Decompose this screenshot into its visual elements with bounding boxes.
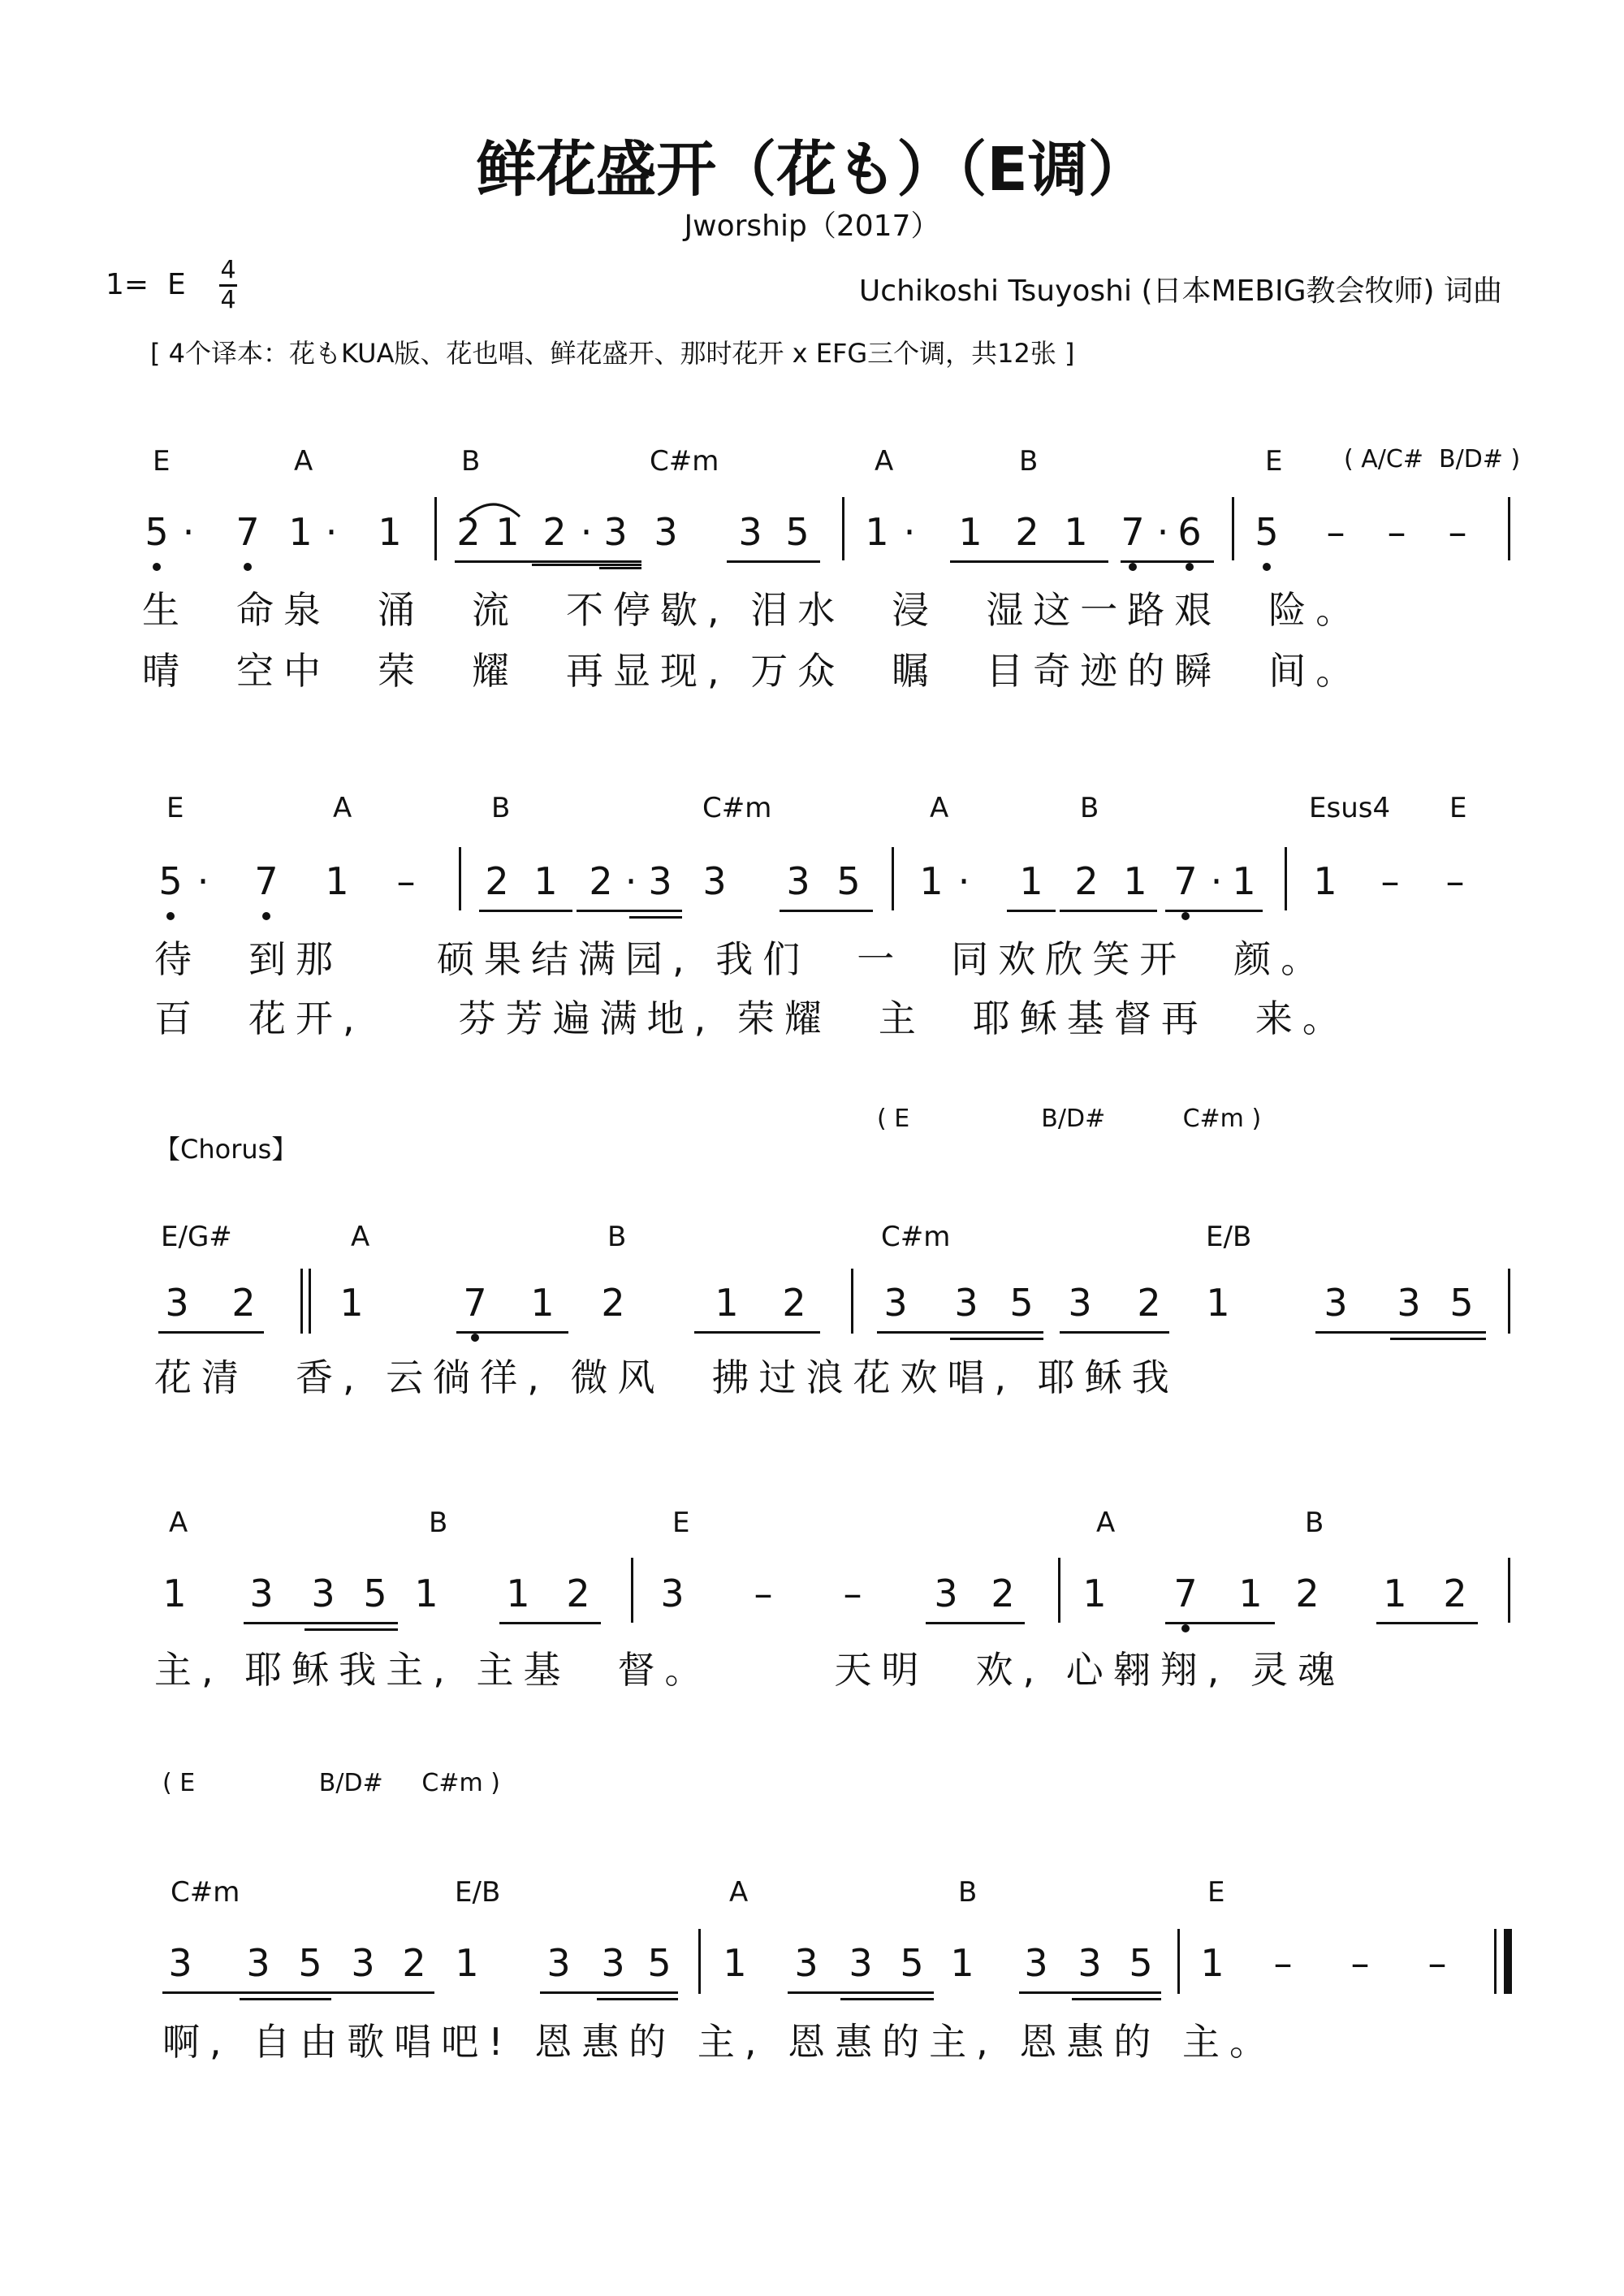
beam-underline — [158, 1331, 264, 1334]
bar-line — [631, 1558, 633, 1623]
note-numeral: 5 — [836, 859, 861, 903]
double-bar-line — [309, 1269, 311, 1334]
bar-line — [1508, 1558, 1510, 1623]
key-label: 1= — [106, 268, 149, 301]
note-numeral: 2 — [231, 1281, 256, 1325]
end-bar-thin — [1494, 1929, 1497, 1994]
version-note: [ 4个译本：花もKUA版、花也唱、鲜花盛开、那时花开 x EFG三个调，共12张 ] — [150, 338, 1075, 369]
dash-extend: – — [396, 859, 416, 903]
dash-extend: – — [1448, 510, 1467, 554]
note-numeral: 2 — [991, 1572, 1015, 1615]
note-numeral: 3 — [660, 1572, 685, 1615]
note-numeral: 3 — [1324, 1281, 1348, 1325]
beam-underline — [926, 1622, 1025, 1624]
note-numeral: 1 — [495, 510, 520, 554]
note-numeral: 2 — [1015, 510, 1039, 554]
dot-extend: · — [580, 510, 593, 554]
chord-symbol: B — [607, 1221, 627, 1253]
note-numeral: 7 — [1173, 1572, 1198, 1615]
note-numeral: 1 — [325, 859, 349, 903]
beam-underline — [499, 1622, 601, 1624]
note-numeral: 3 — [546, 1941, 571, 1985]
chord-symbol: A — [930, 792, 949, 824]
note-numeral: 1 — [414, 1572, 438, 1615]
note-numeral: 1 — [455, 1941, 479, 1985]
note-numeral: 1 — [1232, 859, 1256, 903]
beam-underline — [1019, 1991, 1161, 1994]
page-title: 鲜花盛开（花も）（E调） — [476, 135, 1148, 205]
dash-extend: – — [1350, 1941, 1370, 1985]
note-numeral: 2 — [1443, 1572, 1467, 1615]
note-numeral: 2 — [542, 510, 567, 554]
note-numeral: 5 — [785, 510, 810, 554]
alternate-chords: ( A/C# B/D# ) — [1344, 445, 1521, 473]
bar-line — [1508, 1269, 1510, 1334]
dot-extend: · — [1210, 859, 1223, 903]
note-numeral: 5 — [1129, 1941, 1153, 1985]
bar-line — [851, 1269, 853, 1334]
note-numeral: 3 — [351, 1941, 375, 1985]
lyric-line: 生 命泉 涌 流 不停歇, 泪水 浸 湿这一路艰 险。 — [142, 588, 1363, 632]
note-numeral: 2 — [782, 1281, 806, 1325]
note-numeral: 1 — [1082, 1572, 1107, 1615]
chord-symbol: E — [166, 792, 184, 824]
note-numeral: 7 — [463, 1281, 487, 1325]
note-numeral: 3 — [738, 510, 762, 554]
dash-extend: – — [1380, 859, 1400, 903]
beam-underline — [240, 1998, 331, 2000]
beam-underline — [577, 910, 682, 912]
note-numeral: 3 — [603, 510, 628, 554]
chord-symbol: B — [491, 792, 511, 824]
note-numeral: 3 — [249, 1572, 274, 1615]
chord-symbol: E/B — [455, 1876, 501, 1909]
note-numeral: 1 — [533, 859, 558, 903]
note-numeral: 7 — [1173, 859, 1198, 903]
chord-symbol: E/G# — [161, 1221, 232, 1253]
lyric-line: 百 花开, 芬芳遍满地, 荣耀 主 耶稣基督再 来。 — [154, 997, 1350, 1040]
bar-line — [1058, 1558, 1060, 1623]
time-unit: 4 — [220, 286, 236, 314]
beam-underline — [304, 1628, 398, 1631]
beam-underline — [694, 1331, 820, 1334]
lower-octave-dot — [471, 1334, 479, 1342]
note-numeral: 3 — [246, 1941, 270, 1985]
note-numeral: 2 — [456, 510, 481, 554]
note-numeral: 1 — [950, 1941, 974, 1985]
note-numeral: 1 — [339, 1281, 364, 1325]
dash-extend: – — [1326, 510, 1345, 554]
dot-extend: · — [197, 859, 209, 903]
chord-symbol: E — [1265, 445, 1283, 478]
dot-extend: · — [957, 859, 970, 903]
beam-underline — [840, 1998, 934, 2000]
note-numeral: 3 — [1078, 1941, 1102, 1985]
lyric-line: 花清 香, 云徜徉, 微风 拂过浪花欢唱, 耶稣我 — [154, 1356, 1179, 1399]
chord-symbol: B — [461, 445, 481, 478]
note-numeral: 3 — [648, 859, 672, 903]
key-note: E — [166, 268, 186, 301]
note-numeral: 1 — [288, 510, 313, 554]
note-numeral: 6 — [1177, 510, 1202, 554]
dot-extend: · — [325, 510, 338, 554]
note-numeral: 5 — [1255, 510, 1279, 554]
note-numeral: 3 — [786, 859, 810, 903]
double-bar-line — [300, 1269, 303, 1334]
note-numeral: 1 — [865, 510, 889, 554]
dash-extend: – — [1427, 1941, 1447, 1985]
beam-underline — [780, 910, 873, 912]
dot-extend: · — [903, 510, 916, 554]
chord-symbol: A — [169, 1507, 188, 1539]
dash-extend: – — [1273, 1941, 1293, 1985]
dash-extend: – — [1387, 510, 1406, 554]
beam-underline — [1165, 910, 1263, 912]
note-numeral: 5 — [1009, 1281, 1034, 1325]
note-numeral: 1 — [378, 510, 402, 554]
note-numeral: 2 — [1137, 1281, 1161, 1325]
note-numeral: 5 — [298, 1941, 322, 1985]
chord-symbol: A — [351, 1221, 370, 1253]
alternate-chords: ( E B/D# C#m ) — [162, 1769, 500, 1797]
note-numeral: 5 — [1449, 1281, 1474, 1325]
lower-octave-dot — [166, 912, 175, 920]
chord-symbol: C#m — [881, 1221, 951, 1253]
chord-symbol: B — [1019, 445, 1039, 478]
dot-extend: · — [1156, 510, 1169, 554]
beam-underline — [244, 1622, 398, 1624]
note-numeral: 1 — [530, 1281, 555, 1325]
beam-underline — [1072, 1998, 1161, 2000]
note-numeral: 1 — [506, 1572, 530, 1615]
dash-extend: – — [1445, 859, 1465, 903]
chord-symbol: E — [1449, 792, 1467, 824]
chord-symbol: E — [672, 1507, 690, 1539]
note-numeral: 1 — [958, 510, 983, 554]
lower-octave-dot — [262, 912, 270, 920]
note-numeral: 3 — [934, 1572, 958, 1615]
note-numeral: 1 — [1238, 1572, 1263, 1615]
subtitle: Jworship（2017） — [684, 210, 940, 243]
note-numeral: 2 — [1295, 1572, 1320, 1615]
bar-line — [698, 1929, 701, 1994]
note-numeral: 7 — [1121, 510, 1145, 554]
chord-symbol: A — [333, 792, 352, 824]
lyric-line: 待 到那 硕果结满园, 我们 一 同欢欣笑开 颜。 — [154, 937, 1328, 981]
bar-line — [1177, 1929, 1180, 1994]
note-numeral: 2 — [601, 1281, 625, 1325]
chord-symbol: E — [1207, 1876, 1225, 1909]
beam-underline — [479, 910, 572, 912]
note-numeral: 1 — [723, 1941, 747, 1985]
note-numeral: 3 — [1397, 1281, 1421, 1325]
note-numeral: 1 — [162, 1572, 187, 1615]
chord-symbol: E — [153, 445, 171, 478]
note-numeral: 1 — [1383, 1572, 1407, 1615]
beam-underline — [162, 1991, 369, 1994]
end-bar-thick — [1504, 1929, 1512, 1994]
alternate-chords: ( E B/D# C#m ) — [877, 1105, 1262, 1133]
beam-underline — [1007, 910, 1056, 912]
note-numeral: 2 — [485, 859, 509, 903]
dot-extend: · — [182, 510, 195, 554]
dot-extend: · — [624, 859, 637, 903]
note-numeral: 2 — [566, 1572, 590, 1615]
chord-symbol: A — [875, 445, 894, 478]
time-beats: 4 — [220, 256, 236, 284]
note-numeral: 1 — [1019, 859, 1043, 903]
note-numeral: 2 — [589, 859, 613, 903]
note-numeral: 3 — [702, 859, 727, 903]
chord-symbol: A — [729, 1876, 749, 1909]
note-numeral: 1 — [1313, 859, 1337, 903]
composer-credit: Uchikoshi Tsuyoshi (日本MEBIG教会牧师) 词曲 — [858, 275, 1502, 308]
note-numeral: 5 — [647, 1941, 672, 1985]
beam-underline — [540, 1991, 678, 1994]
note-numeral: 5 — [900, 1941, 924, 1985]
note-numeral: 1 — [1064, 510, 1088, 554]
chord-symbol: C#m — [702, 792, 772, 824]
chord-symbol: C#m — [171, 1876, 240, 1909]
lower-octave-dot — [1181, 912, 1190, 920]
beam-underline — [788, 1991, 934, 1994]
note-numeral: 3 — [954, 1281, 978, 1325]
beam-underline — [1390, 1331, 1486, 1334]
lower-octave-dot — [1181, 1624, 1190, 1632]
note-numeral: 3 — [654, 510, 678, 554]
chord-symbol: Esus4 — [1309, 792, 1391, 824]
chord-symbol: A — [294, 445, 313, 478]
note-numeral: 7 — [254, 859, 279, 903]
note-numeral: 1 — [1123, 859, 1147, 903]
note-numeral: 2 — [402, 1941, 426, 1985]
note-numeral: 3 — [601, 1941, 625, 1985]
note-numeral: 3 — [168, 1941, 192, 1985]
dash-extend: – — [754, 1572, 773, 1615]
note-numeral: 1 — [919, 859, 944, 903]
beam-underline — [597, 1998, 678, 2000]
lyric-line: 啊, 自由歌唱吧! 恩惠的 主, 恩惠的主, 恩惠的 主。 — [162, 2020, 1277, 2064]
chord-symbol: B — [429, 1507, 448, 1539]
bar-line — [459, 847, 461, 910]
chord-symbol: B — [1305, 1507, 1324, 1539]
beam-underline — [1376, 1622, 1478, 1624]
chord-symbol: E/B — [1206, 1221, 1252, 1253]
beam-underline — [1165, 1622, 1275, 1624]
note-numeral: 3 — [849, 1941, 873, 1985]
beam-underline — [345, 1991, 434, 1994]
beam-underline — [950, 1338, 1043, 1340]
note-numeral: 1 — [1206, 1281, 1230, 1325]
chord-symbol: B — [1080, 792, 1099, 824]
note-numeral: 5 — [158, 859, 183, 903]
note-numeral: 2 — [1074, 859, 1099, 903]
chord-symbol: B — [958, 1876, 978, 1909]
beam-underline — [629, 916, 682, 919]
lyric-line: 主, 耶稣我主, 主基 督。 天明 欢, 心翱翔, 灵魂 — [154, 1648, 1345, 1692]
note-numeral: 3 — [311, 1572, 335, 1615]
note-numeral: 3 — [1024, 1941, 1048, 1985]
note-numeral: 1 — [1200, 1941, 1224, 1985]
note-numeral: 3 — [883, 1281, 908, 1325]
beam-underline — [1390, 1338, 1486, 1340]
note-numeral: 1 — [715, 1281, 739, 1325]
note-numeral: 3 — [794, 1941, 818, 1985]
beam-underline — [1060, 1331, 1169, 1334]
beam-underline — [950, 1331, 1043, 1334]
dash-extend: – — [843, 1572, 862, 1615]
chord-symbol: C#m — [650, 445, 719, 478]
lyric-line: 晴 空中 荣 耀 再显现, 万众 瞩 目奇迹的瞬 间。 — [142, 649, 1363, 693]
section-label-chorus: 【Chorus】 — [154, 1134, 298, 1165]
bar-line — [1285, 847, 1287, 910]
bar-line — [892, 847, 894, 910]
note-numeral: 5 — [145, 510, 169, 554]
note-numeral: 5 — [363, 1572, 387, 1615]
beam-underline — [1060, 910, 1157, 912]
beam-underline — [456, 1331, 568, 1334]
note-numeral: 7 — [235, 510, 260, 554]
note-numeral: 3 — [165, 1281, 189, 1325]
chord-symbol: A — [1096, 1507, 1116, 1539]
note-numeral: 3 — [1068, 1281, 1092, 1325]
